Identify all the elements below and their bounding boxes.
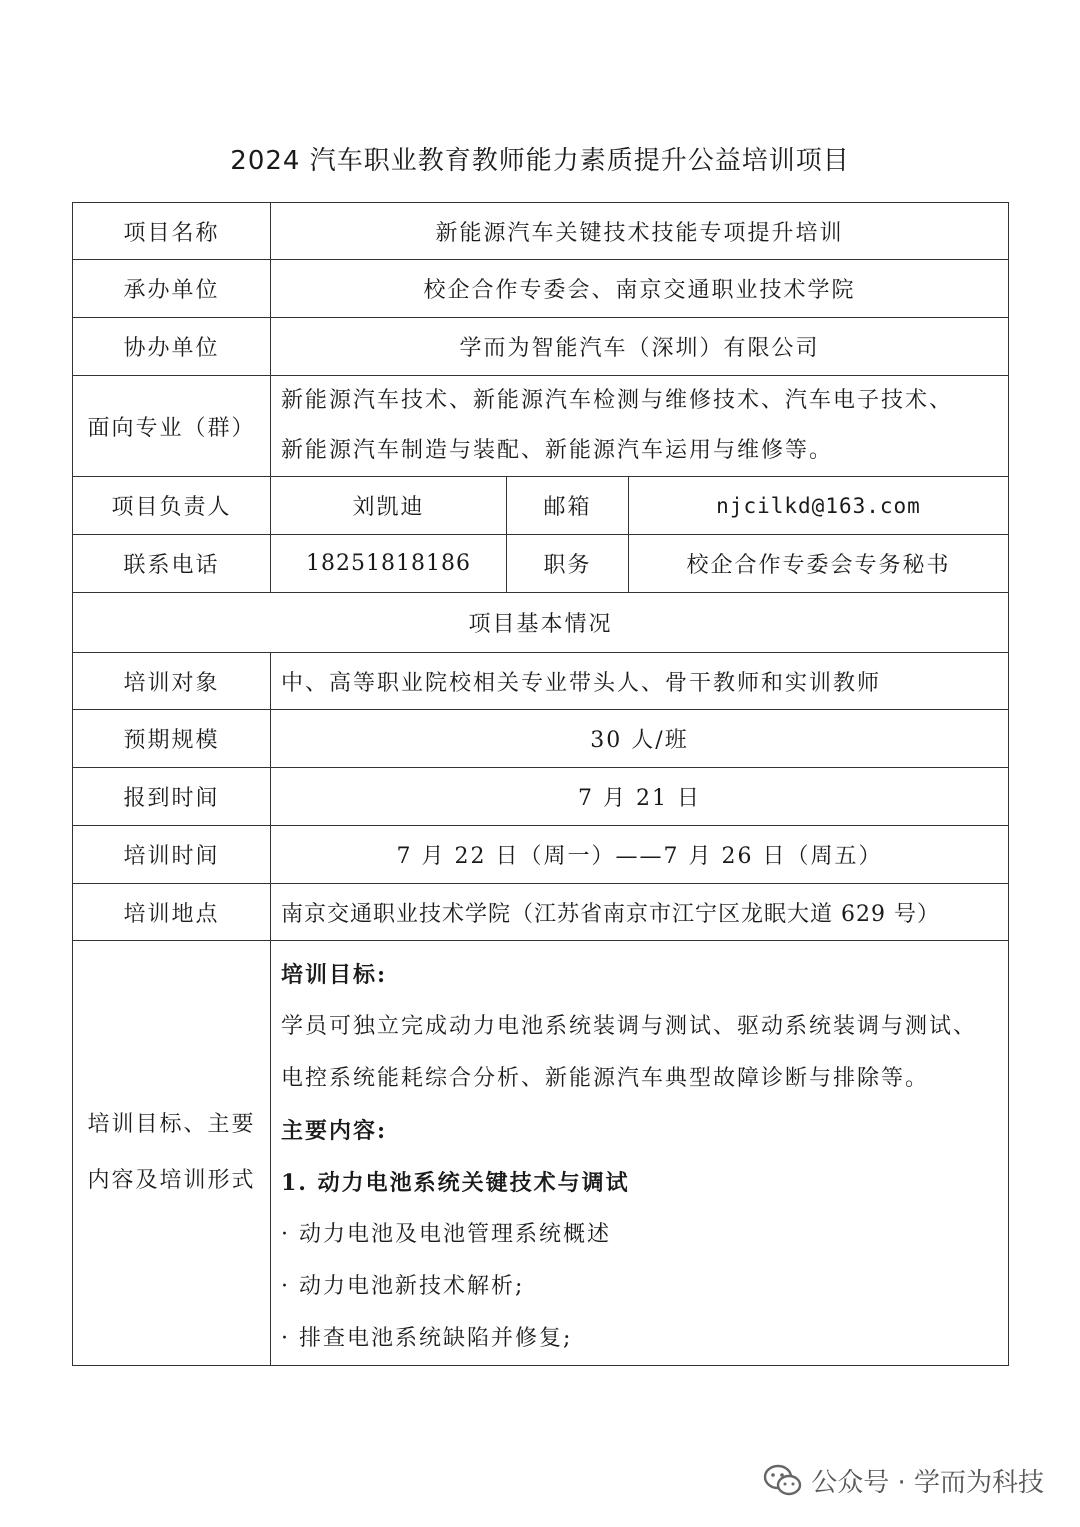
goal-text-line: 电控系统能耗综合分析、新能源汽车典型故障诊断与排除等。: [281, 1066, 930, 1091]
position-value: 校企合作专委会专务秘书: [629, 535, 1009, 593]
section-heading: 项目基本情况: [73, 593, 1009, 653]
page-title: 2024 汽车职业教育教师能力素质提升公益培训项目: [230, 146, 850, 176]
table-row: [73, 593, 1009, 653]
email-label: 邮箱: [507, 477, 629, 535]
time-value: 7 月 22 日（周一）——7 月 26 日（周五）: [271, 826, 1009, 884]
table-row: [73, 710, 1009, 768]
content-item: 1. 动力电池系统关键技术与调试: [281, 1170, 630, 1196]
table-row: [73, 318, 1009, 376]
target-value: 中、高等职业院校相关专业带头人、骨干教师和实训教师: [271, 653, 1009, 710]
row-label: 培训对象: [73, 653, 271, 710]
scale-value: 30 人/班: [271, 710, 1009, 768]
watermark: [763, 1462, 1044, 1499]
table-row: [73, 260, 1009, 318]
row-label: 面向专业（群）: [73, 376, 271, 477]
row-label: 培训地点: [73, 884, 271, 941]
goal-text-line: 学员可独立完成动力电池系统装调与测试、驱动系统装调与测试、: [281, 1014, 978, 1039]
content-bullet: · 动力电池及电池管理系统概述: [281, 1222, 611, 1247]
watermark-text: 公众号 · 学而为科技: [811, 1468, 1044, 1498]
content-heading: 主要内容:: [281, 1118, 388, 1144]
goals-label-line: 内容及培训形式: [87, 1168, 256, 1193]
co-host-value: 学而为智能汽车（深圳）有限公司: [271, 318, 1009, 376]
row-label: [73, 941, 271, 1366]
table-row: [73, 941, 1009, 1366]
project-table: [72, 202, 1009, 1366]
goals-label-line: 培训目标、主要: [87, 1112, 256, 1137]
row-label: 承办单位: [73, 260, 271, 318]
content-bullet: · 动力电池新技术解析;: [281, 1274, 525, 1299]
row-label: 培训时间: [73, 826, 271, 884]
position-label: 职务: [507, 535, 629, 593]
project-name-value: 新能源汽车关键技术技能专项提升培训: [271, 203, 1009, 260]
goals-content: [271, 941, 1009, 1366]
table-row: [73, 653, 1009, 710]
table-row: [73, 376, 1009, 477]
table-row: [73, 768, 1009, 826]
row-label: 预期规模: [73, 710, 271, 768]
goal-heading: 培训目标:: [281, 962, 388, 988]
email-value: njcilkd@163.com: [629, 477, 1009, 535]
location-value: 南京交通职业技术学院（江苏省南京市江宁区龙眠大道 629 号）: [271, 884, 1009, 941]
majors-line: 新能源汽车技术、新能源汽车检测与维修技术、汽车电子技术、: [281, 388, 954, 413]
majors-line: 新能源汽车制造与装配、新能源汽车运用与维修等。: [281, 438, 834, 463]
checkin-value: 7 月 21 日: [271, 768, 1009, 826]
row-label: 项目负责人: [73, 477, 271, 535]
table-row: [73, 203, 1009, 260]
table-row: [73, 535, 1009, 593]
row-label: 联系电话: [73, 535, 271, 593]
row-label: 报到时间: [73, 768, 271, 826]
row-label: 项目名称: [73, 203, 271, 260]
wechat-icon: [763, 1464, 803, 1498]
table-row: [73, 826, 1009, 884]
leader-value: 刘凯迪: [271, 477, 507, 535]
majors-value: [271, 376, 1009, 477]
content-bullet: · 排查电池系统缺陷并修复;: [281, 1326, 573, 1351]
host-value: 校企合作专委会、南京交通职业技术学院: [271, 260, 1009, 318]
table-row: [73, 884, 1009, 941]
row-label: 协办单位: [73, 318, 271, 376]
phone-value: 18251818186: [271, 535, 507, 593]
table-row: [73, 477, 1009, 535]
